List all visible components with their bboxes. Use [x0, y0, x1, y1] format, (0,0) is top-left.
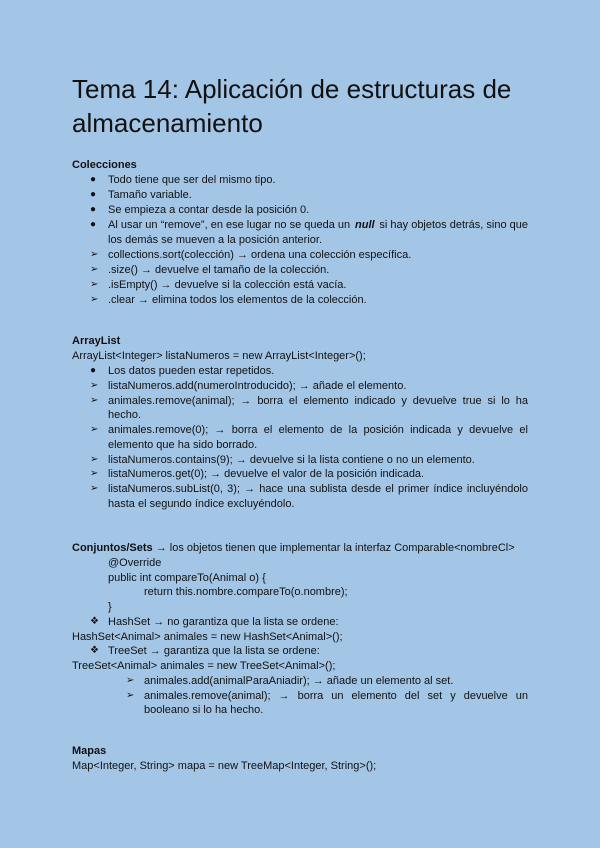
code-declaration: Map<Integer, String> mapa = new TreeMap<Integer, String>();: [72, 760, 377, 772]
diamond-marker: ❖: [90, 616, 99, 627]
list-item-continuation: hasta el segundo índice excluyéndolo.: [108, 498, 295, 510]
list-item: animales.remove(0); → borra el elemento de la posición indicada y devuelve el: [108, 424, 528, 436]
section-heading-conjuntos: [72, 541, 515, 556]
null-keyword: null: [355, 219, 375, 231]
list-item-continuation: booleano si lo ha hecho.: [144, 704, 264, 716]
bullet-marker: ●: [90, 204, 97, 215]
diamond-marker: ❖: [90, 645, 99, 656]
arrow-marker: ➢: [126, 675, 135, 686]
list-item: [108, 218, 528, 233]
bullet-marker: ●: [90, 189, 97, 200]
code-declaration: HashSet<Animal> animales = new HashSet<Animal>();: [72, 631, 343, 643]
code-declaration: ArrayList<Integer> listaNumeros = new ArrayList<Integer>();: [72, 350, 366, 362]
arrow-marker: ➢: [90, 264, 99, 275]
list-item: animales.add(animalParaAniadir); → añade un elemento al set.: [144, 675, 454, 687]
list-item: TreeSet → garantiza que la lista se ordene:: [108, 645, 320, 657]
list-item-continuation: elemento que ha sido borrado.: [108, 439, 258, 451]
section-heading-arraylist: ArrayList: [72, 335, 121, 347]
list-item: HashSet → no garantiza que la lista se ordene:: [108, 616, 339, 628]
code-line: }: [108, 601, 112, 613]
list-item: Se empieza a contar desde la posición 0.: [108, 204, 310, 216]
arrow-marker: ➢: [90, 468, 99, 479]
section-heading-note: → los objetos tienen que implementar la interfaz Comparable<nombreCl>: [152, 542, 515, 554]
section-heading-mapas: Mapas: [72, 745, 107, 757]
bullet-marker: ●: [90, 219, 97, 230]
section-heading-label: Conjuntos/Sets: [72, 542, 153, 554]
code-line: return this.nombre.compareTo(o.nombre);: [144, 586, 348, 598]
code-line: @Override: [108, 557, 162, 569]
arrow-marker: ➢: [90, 380, 99, 391]
list-item: listaNumeros.contains(9); → devuelve si la lista contiene o no un elemento.: [108, 454, 475, 466]
list-item: Los datos pueden estar repetidos.: [108, 365, 275, 377]
list-item-continuation: hecho.: [108, 409, 142, 421]
list-item: .isEmpty() → devuelve si la colección está vacía.: [108, 279, 347, 291]
bullet-marker: ●: [90, 174, 97, 185]
list-item: .size() → devuelve el tamaño de la colección.: [108, 264, 330, 276]
arrow-marker: ➢: [90, 294, 99, 305]
list-item: Todo tiene que ser del mismo tipo.: [108, 174, 276, 186]
code-declaration: TreeSet<Animal> animales = new TreeSet<Animal>();: [72, 660, 336, 672]
list-item: listaNumeros.get(0); → devuelve el valor de la posición indicada.: [108, 468, 425, 480]
arrow-marker: ➢: [90, 249, 99, 260]
list-item: listaNumeros.add(numeroIntroducido); → añade el elemento.: [108, 380, 407, 392]
list-item: listaNumeros.subList(0, 3); → hace una sublista desde el primer índice incluyéndolo: [108, 483, 528, 495]
bullet-marker: ●: [90, 365, 97, 376]
list-item-text: Al usar un “remove”, en ese lugar no se queda un: [108, 219, 351, 231]
page-title: Tema 14: Aplicación de estructuras de almacenamiento: [72, 74, 512, 138]
list-item: collections.sort(colección) → ordena una colección específica.: [108, 249, 412, 261]
list-item: animales.remove(animal); → borra el elemento indicado y devuelve true si lo ha: [108, 395, 528, 407]
arrow-marker: ➢: [90, 395, 99, 406]
list-item: .clear → elimina todos los elementos de la colección.: [108, 294, 367, 306]
list-item-continuation: los demás se mueven a la posición anterior.: [108, 234, 323, 246]
list-item-text: si hay objetos detrás, sino que: [379, 219, 528, 231]
arrow-marker: ➢: [90, 279, 99, 290]
list-item: animales.remove(animal); → borra un elemento del set y devuelve un: [144, 690, 528, 702]
arrow-marker: ➢: [90, 483, 99, 494]
arrow-marker: ➢: [90, 424, 99, 435]
section-heading-colecciones: Colecciones: [72, 159, 137, 171]
arrow-marker: ➢: [90, 454, 99, 465]
list-item: Tamaño variable.: [108, 189, 192, 201]
code-line: public int compareTo(Animal o) {: [108, 572, 266, 584]
arrow-marker: ➢: [126, 690, 135, 701]
